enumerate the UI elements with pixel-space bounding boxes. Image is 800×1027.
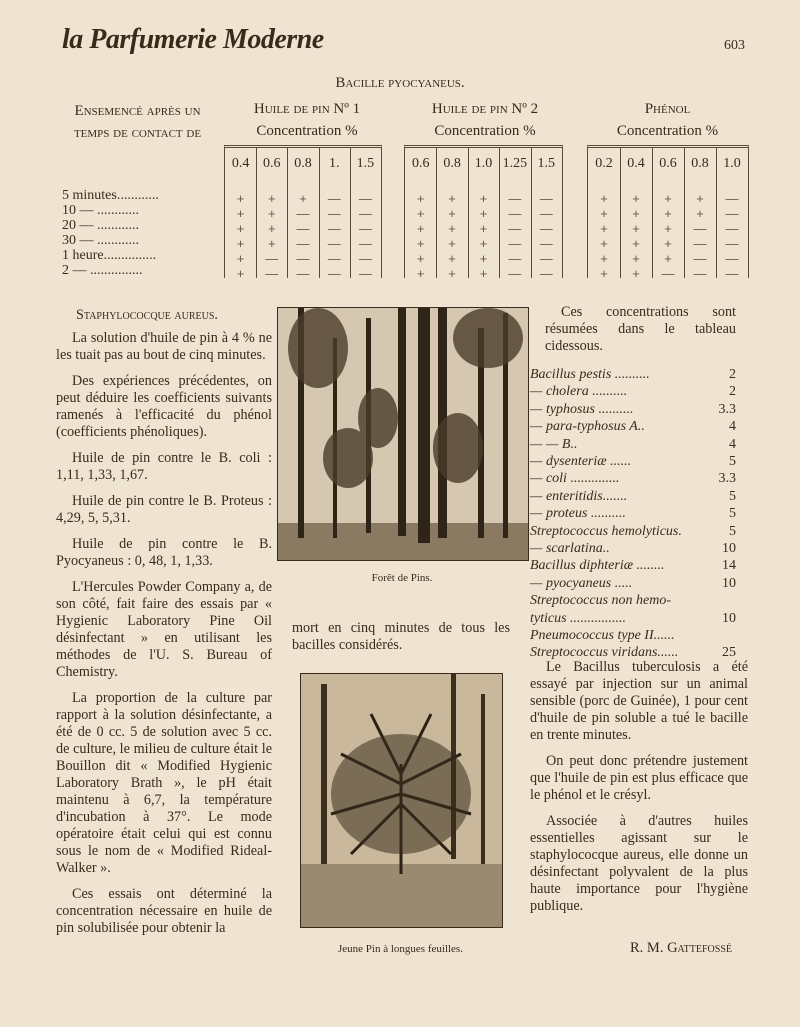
concentration-grid-1 bbox=[224, 145, 382, 281]
result-cell: + bbox=[664, 236, 672, 251]
result-cell: — bbox=[539, 251, 553, 266]
bacteria-row bbox=[530, 453, 736, 471]
result-cell: + bbox=[632, 251, 640, 266]
result-cell: + bbox=[448, 221, 456, 236]
bacteria-name: Bacillus pestis .......... bbox=[530, 367, 650, 382]
concentration-value: 0.6 bbox=[659, 156, 677, 171]
result-cell: + bbox=[696, 191, 704, 206]
concentration-value: 1.5 bbox=[537, 156, 556, 171]
concentration-value: 0.4 bbox=[231, 156, 250, 171]
right-intro bbox=[545, 304, 736, 355]
paragraph: La proportion de la culture par rapport à la solution désinfectante, a été de 0 cc. 5 de solution avec 5 cc. de culture, le milieu de culture était le Bouillon dit « Modified Hygienic Laboratory Brath », le pH était maintenu à 6,7, la température d'incubation à 37°. Le mode opératoire était celui qui est connu sous le nom de « Modified Rideal-Walker ». bbox=[56, 690, 272, 876]
bacteria-row bbox=[530, 401, 736, 419]
result-cell: + bbox=[267, 236, 276, 251]
result-cell: — bbox=[693, 221, 707, 236]
result-cell: — bbox=[508, 251, 522, 266]
result-cell: + bbox=[632, 221, 640, 236]
row-label: 2 — ............... bbox=[62, 263, 143, 278]
bacteria-name: — — B.. bbox=[530, 436, 578, 452]
result-cell: — bbox=[358, 266, 372, 281]
group-header-3 bbox=[585, 98, 750, 142]
bacteria-value: 5 bbox=[729, 523, 736, 539]
result-cell: + bbox=[267, 191, 276, 206]
result-cell: — bbox=[296, 266, 310, 281]
result-cell: + bbox=[236, 206, 245, 221]
result-cell: + bbox=[479, 221, 488, 236]
bacteria-row bbox=[530, 575, 736, 593]
result-cell: — bbox=[539, 236, 553, 251]
result-cell: — bbox=[725, 266, 739, 281]
result-cell: + bbox=[479, 191, 488, 206]
result-cell: — bbox=[725, 206, 739, 221]
bacteria-name: — enteritidis....... bbox=[530, 488, 628, 504]
result-cell: + bbox=[600, 236, 608, 251]
bacteria-row bbox=[530, 592, 736, 610]
result-cell: + bbox=[267, 206, 276, 221]
young-pine-photo bbox=[300, 673, 503, 928]
result-cell: + bbox=[632, 206, 640, 221]
result-cell: + bbox=[416, 251, 425, 266]
bacteria-value: 5 bbox=[729, 506, 736, 522]
result-cell: — bbox=[296, 206, 310, 221]
result-cell: — bbox=[725, 236, 739, 251]
bacteria-value: 10 bbox=[722, 610, 736, 626]
result-cell: + bbox=[448, 251, 456, 266]
result-cell: + bbox=[236, 266, 245, 281]
row-header-line: temps de contact de bbox=[73, 125, 202, 141]
bacteria-name: Pneumococcus type II...... bbox=[530, 628, 675, 643]
row-label: 20 — ............ bbox=[62, 218, 139, 233]
paragraph: Huile de pin contre le B. Proteus : 4,29, 5, 5,31. bbox=[56, 493, 272, 526]
result-cell: — bbox=[296, 221, 310, 236]
row-header-line: Ensemencé après un bbox=[74, 103, 201, 119]
page-number: 603 bbox=[724, 38, 745, 53]
result-cell: + bbox=[600, 221, 608, 236]
result-cell: + bbox=[416, 206, 425, 221]
result-cell: — bbox=[508, 221, 522, 236]
row-label: 30 — ............ bbox=[62, 233, 139, 248]
row-header bbox=[55, 100, 220, 144]
table-title: Bacille pyocyaneus. bbox=[335, 75, 465, 91]
concentration-value: 0.6 bbox=[411, 156, 430, 171]
concentration-grid-2 bbox=[404, 145, 563, 281]
photo-caption: Forêt de Pins. bbox=[371, 572, 433, 584]
result-cell: + bbox=[448, 206, 456, 221]
result-cell: — bbox=[725, 221, 739, 236]
paragraph: mort en cinq minutes de tous les bacilles considérés. bbox=[292, 620, 510, 653]
bacteria-value: 5 bbox=[729, 488, 736, 504]
result-cell: + bbox=[632, 191, 640, 206]
bacteria-value: 2 bbox=[729, 367, 736, 382]
young-pine-illustration bbox=[301, 674, 502, 927]
result-cell: + bbox=[236, 191, 245, 206]
row-label: 10 — ............ bbox=[62, 203, 139, 218]
row-label: 5 minutes............ bbox=[62, 188, 159, 203]
result-cell: — bbox=[327, 266, 341, 281]
concentration-value: 0.8 bbox=[691, 156, 709, 171]
result-cell: + bbox=[664, 221, 672, 236]
result-cell: + bbox=[448, 191, 456, 206]
bacteria-name: — scarlatina.. bbox=[530, 541, 610, 556]
group-header-2 bbox=[400, 98, 570, 142]
result-cell: + bbox=[600, 266, 608, 281]
bacteria-value: 4 bbox=[729, 419, 736, 435]
result-cell: — bbox=[327, 191, 341, 206]
group-subtitle: Concentration % bbox=[434, 123, 536, 139]
bacteria-row bbox=[530, 540, 736, 558]
group-title: Huile de pin Nº 1 bbox=[253, 101, 361, 117]
bacteria-value: 4 bbox=[729, 436, 736, 452]
bacteria-value: 2 bbox=[729, 384, 736, 400]
result-cell: + bbox=[600, 251, 608, 266]
bacteria-row bbox=[530, 505, 736, 523]
result-cell: — bbox=[358, 251, 372, 266]
paragraph: Le Bacillus tuberculosis a été essayé par injection sur un animal sensible (porc de Guinée), 1 pour cent d'huile de pin soluble a tué le bacille en trente minutes. bbox=[530, 659, 748, 743]
bacteria-value: 3.3 bbox=[718, 401, 736, 417]
result-cell: — bbox=[327, 221, 341, 236]
result-cell: — bbox=[327, 251, 341, 266]
bacteria-value: 5 bbox=[729, 454, 736, 469]
result-cell: + bbox=[448, 266, 456, 281]
result-cell: — bbox=[693, 236, 707, 251]
concentration-value: 1.25 bbox=[502, 156, 528, 171]
paragraph: Des expériences précédentes, on peut déduire les coefficients suivants ramenés à l'efficacité du phénol (coefficients phénoliques). bbox=[56, 373, 272, 440]
result-cell: — bbox=[296, 251, 310, 266]
right-column-text bbox=[530, 659, 748, 915]
bacteria-name: — dysenteriæ ...... bbox=[530, 454, 632, 469]
bacteria-row bbox=[530, 383, 736, 401]
result-cell: — bbox=[661, 266, 675, 281]
group-title: Huile de pin Nº 2 bbox=[431, 101, 539, 117]
group-header-1 bbox=[222, 98, 392, 142]
bacteria-row bbox=[530, 557, 736, 575]
result-cell: — bbox=[725, 191, 739, 206]
left-column bbox=[56, 307, 272, 937]
result-cell: + bbox=[479, 206, 488, 221]
concentration-value: 0.4 bbox=[627, 156, 645, 171]
bacteria-name: — cholera .......... bbox=[530, 384, 628, 400]
concentration-value: 0.8 bbox=[294, 156, 312, 171]
bacteria-name: tyticus ................ bbox=[530, 610, 627, 626]
result-cell: + bbox=[664, 191, 672, 206]
bacteria-name: Streptococcus non hemo- bbox=[530, 593, 671, 609]
result-cell: + bbox=[479, 266, 488, 281]
result-cell: + bbox=[664, 206, 672, 221]
bacteria-row bbox=[530, 418, 736, 436]
result-cell: + bbox=[600, 206, 608, 221]
result-cell: — bbox=[265, 251, 279, 266]
bacteria-value: 25 bbox=[722, 645, 736, 661]
pine-forest-illustration bbox=[278, 308, 528, 560]
journal-logo: la Parfumerie Moderne bbox=[62, 24, 324, 55]
bacteria-name: Streptococcus viridans...... bbox=[530, 645, 679, 661]
result-cell: — bbox=[508, 206, 522, 221]
group-title: Phénol bbox=[644, 101, 691, 117]
paragraph: La solution d'huile de pin à 4 % ne les tuait pas au bout de cinq minutes. bbox=[56, 330, 272, 363]
result-cell: + bbox=[236, 236, 245, 251]
result-cell: — bbox=[265, 266, 279, 281]
concentration-value: 0.2 bbox=[595, 156, 613, 171]
concentration-value: 0.6 bbox=[263, 156, 281, 171]
concentration-value: 1.5 bbox=[356, 156, 375, 171]
concentration-value: 0.8 bbox=[443, 156, 461, 171]
concentration-grid-3 bbox=[587, 145, 749, 281]
result-cell: — bbox=[327, 206, 341, 221]
bacteria-value: 3.3 bbox=[718, 471, 736, 487]
result-cell: + bbox=[448, 236, 456, 251]
result-cell: + bbox=[632, 236, 640, 251]
result-cell: — bbox=[693, 251, 707, 266]
result-cell: — bbox=[539, 221, 553, 236]
paragraph: Ces essais ont déterminé la concentration nécessaire en huile de pin solubilisée pour obtenir la bbox=[56, 886, 272, 936]
bacteria-row bbox=[530, 610, 736, 628]
result-cell: — bbox=[508, 266, 522, 281]
bacteria-row bbox=[530, 436, 736, 454]
result-cell: — bbox=[358, 236, 372, 251]
result-cell: + bbox=[600, 191, 608, 206]
photo-caption: Jeune Pin à longues feuilles. bbox=[338, 943, 463, 955]
bacteria-name: Streptococcus hemolyticus. bbox=[530, 523, 682, 539]
row-label: 1 heure............... bbox=[62, 248, 157, 263]
bacteria-value: 14 bbox=[722, 558, 736, 574]
result-cell: + bbox=[416, 191, 425, 206]
result-cell: + bbox=[416, 236, 425, 251]
group-subtitle: Concentration % bbox=[256, 123, 358, 139]
result-cell: — bbox=[508, 236, 522, 251]
result-cell: + bbox=[479, 251, 488, 266]
bacteria-name: — para-typhosus A.. bbox=[530, 419, 645, 435]
result-cell: + bbox=[236, 221, 245, 236]
result-cell: — bbox=[725, 251, 739, 266]
bacteria-value: 10 bbox=[722, 541, 736, 556]
concentration-value: 1.0 bbox=[723, 156, 741, 171]
result-cell: + bbox=[632, 266, 640, 281]
result-cell: + bbox=[236, 251, 245, 266]
result-cell: + bbox=[299, 191, 307, 206]
bacteria-row bbox=[530, 488, 736, 506]
bacteria-value: 10 bbox=[722, 575, 736, 591]
result-cell: + bbox=[696, 206, 704, 221]
result-cell: + bbox=[479, 236, 488, 251]
result-cell: — bbox=[358, 221, 372, 236]
result-cell: — bbox=[693, 266, 707, 281]
bacteria-name: — proteus .......... bbox=[530, 506, 626, 522]
result-cell: — bbox=[539, 191, 553, 206]
bacteria-name: — coli .............. bbox=[530, 471, 620, 487]
bacteria-name: — typhosus .......... bbox=[530, 401, 634, 417]
result-cell: — bbox=[539, 206, 553, 221]
result-cell: + bbox=[267, 221, 276, 236]
result-cell: — bbox=[296, 236, 310, 251]
paragraph: Ces concentrations sont résumées dans le tableau cidessous. bbox=[545, 304, 736, 354]
bacteria-row bbox=[530, 627, 736, 645]
result-cell: + bbox=[664, 251, 672, 266]
group-subtitle: Concentration % bbox=[616, 123, 719, 139]
bacteria-row bbox=[530, 366, 736, 384]
result-cell: — bbox=[358, 206, 372, 221]
result-cell: — bbox=[327, 236, 341, 251]
paragraph: Huile de pin contre le B. coli : 1,11, 1,33, 1,67. bbox=[56, 450, 272, 483]
pine-forest-photo bbox=[277, 307, 529, 561]
paragraph: Huile de pin contre le B. Pyocyaneus : 0, 48, 1, 1,33. bbox=[56, 536, 272, 569]
result-cell: — bbox=[539, 266, 553, 281]
author-signature: R. M. Gattefossé bbox=[630, 940, 732, 956]
section-heading: Staphylococque aureus. bbox=[76, 307, 218, 323]
bacteria-row bbox=[530, 470, 736, 488]
paragraph: Associée à d'autres huiles essentielles agissant sur le staphylococque aureus, elle donne un désinfectant polyvalent de la plus haute importance pour l'hygiène publique. bbox=[530, 813, 748, 914]
concentration-value: 1. bbox=[328, 156, 340, 171]
result-cell: — bbox=[508, 191, 522, 206]
paragraph: L'Hercules Powder Company a, de son côté, fait faire des essais par « Hygienic Laboratory Pine Oil désinfectant » en utilisant les méthodes de l'U. S. Bureau of Chemistry. bbox=[56, 579, 272, 680]
result-cell: — bbox=[358, 191, 372, 206]
result-cell: + bbox=[416, 266, 425, 281]
bacteria-name: Bacillus diphteriæ ........ bbox=[530, 558, 665, 574]
paragraph: On peut donc prétendre justement que l'huile de pin est plus efficace que le phénol et le crésyl. bbox=[530, 753, 748, 803]
result-cell: + bbox=[416, 221, 425, 236]
concentration-value: 1.0 bbox=[474, 156, 493, 171]
middle-continuation bbox=[292, 620, 510, 654]
bacteria-row bbox=[530, 523, 736, 541]
bacteria-name: — pyocyaneus ..... bbox=[530, 575, 633, 591]
